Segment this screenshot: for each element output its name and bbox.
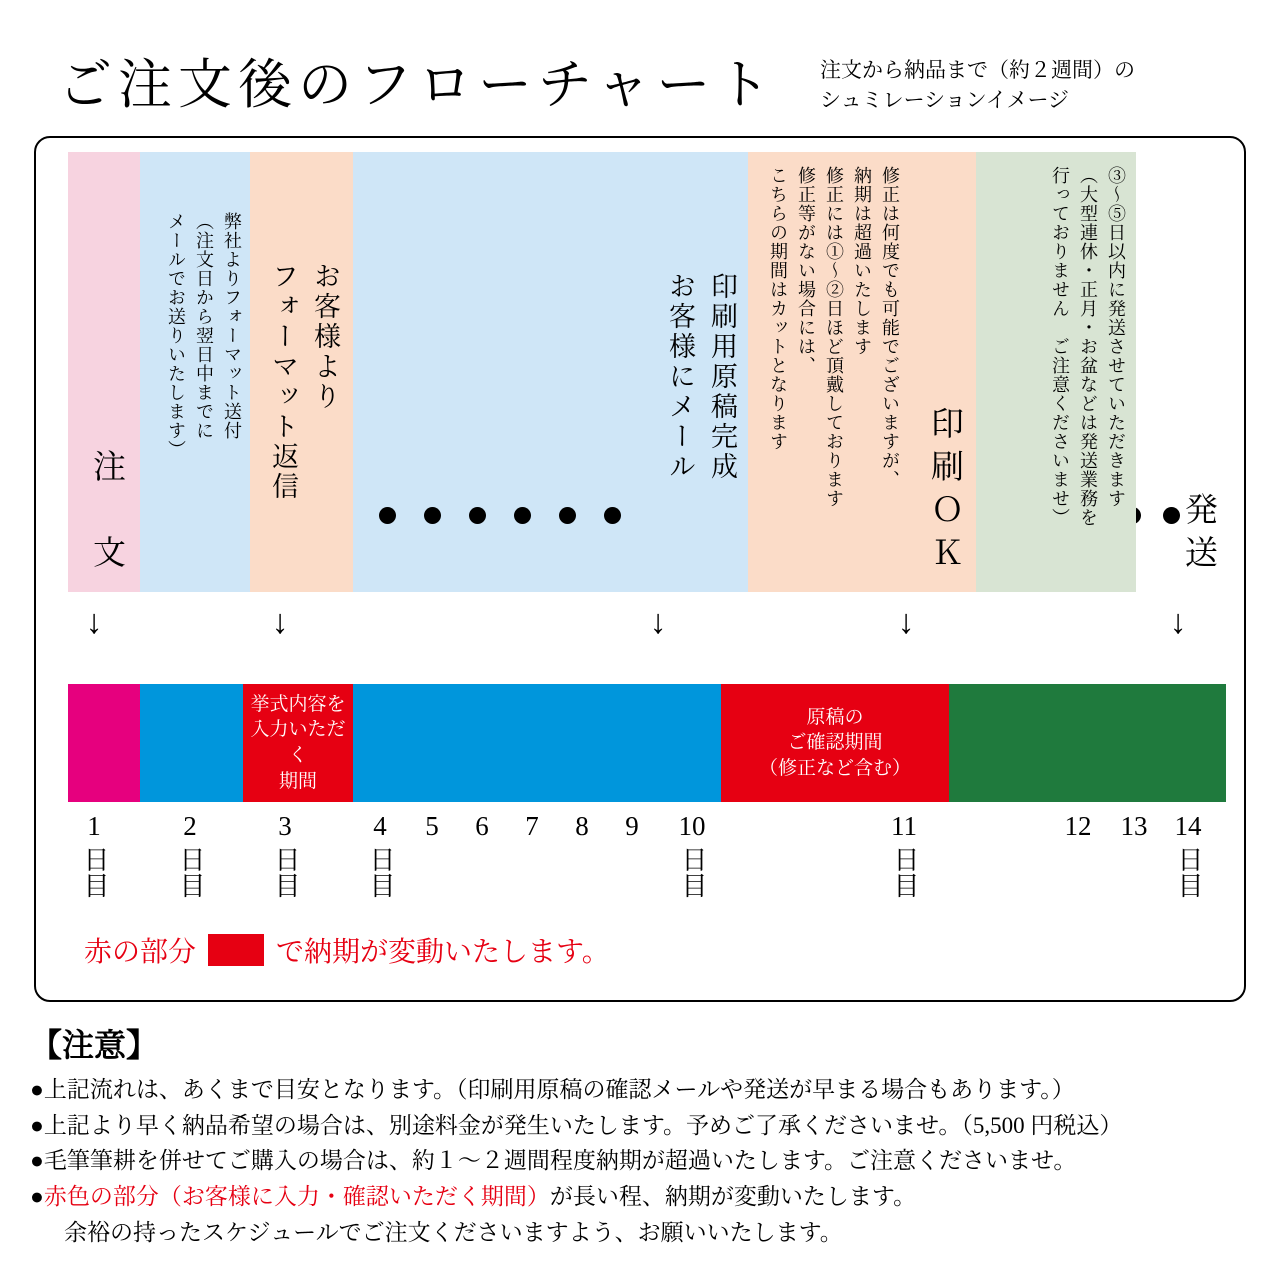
day-number: 3 (278, 811, 292, 841)
day-label-12 (1065, 812, 1092, 842)
red-legend-prefix: 赤の部分 (84, 937, 197, 968)
arrow-down-icon-1: ↓ (85, 604, 103, 641)
notice-bullet: ● (30, 1183, 44, 1209)
timeline-segment-check-line2: ご確認期間 (787, 732, 883, 754)
day-label-5 (425, 812, 439, 842)
stage-correction (748, 152, 908, 592)
notice-line-2: ●上記より早く納品希望の場合は、別途料金が発生いたします。予めご了承くださいませ。（5,500 円税込） (30, 1112, 1123, 1138)
day-number: 13 (1120, 811, 1148, 841)
stage-format-sent-note-2: （注文日から翌日中までに (194, 212, 214, 440)
stage-draft-mail-label-2: お客様にメール (665, 272, 695, 482)
day-number: 2 (183, 811, 197, 841)
timeline-segment-input-line1: 挙式内容を (250, 693, 346, 715)
day-unit: 日目 (80, 845, 109, 898)
stage-correction-note-5: こちらの期間はカットとなります (768, 166, 788, 451)
page-header (0, 0, 1280, 130)
dot-icon (514, 507, 531, 524)
day-unit: 日目 (1174, 845, 1203, 898)
stage-shipping-note-2: （大型連休・正月・お盆などは発送業務を (1078, 166, 1098, 527)
timeline-segment-check-line3: （修正など含む） (758, 757, 911, 779)
arrow-down-icon-4: ↓ (897, 604, 915, 641)
day-label-7 (525, 812, 539, 842)
red-color-swatch (208, 934, 264, 966)
timeline-segment-input (243, 684, 353, 802)
stage-correction-note-3: 修正には①～②日ほど頂戴しております (824, 166, 844, 508)
dispatch-dots (1136, 507, 1180, 524)
day-number: 8 (575, 811, 589, 841)
stage-shipping-note (976, 152, 1136, 592)
stage-format-return-label-2: フォーマット返信 (268, 262, 298, 502)
timeline-segment-input-line3: 期間 (278, 770, 317, 792)
day-number: 5 (425, 811, 439, 841)
page-subtitle (820, 55, 1135, 116)
stage-order-label: 注 文 (88, 449, 124, 578)
timeline-segment-ship (949, 684, 1226, 802)
notice-line-5: 余裕の持ったスケジュールでご注文くださいますよう、お願いいたします。 (64, 1219, 843, 1245)
red-legend-suffix: で納期が変動いたします。 (276, 937, 610, 968)
day-unit: 日目 (890, 845, 919, 898)
stage-dispatch-label: 発送 (1180, 492, 1216, 578)
timeline-segment-order (68, 684, 140, 802)
timeline-segment-production (353, 684, 721, 802)
day-unit: 日目 (366, 845, 395, 898)
timeline-segment-check-line1: 原稿の (806, 706, 864, 728)
notice-line-4-red: 赤色の部分（お客様に入力・確認いただく期間） (43, 1183, 550, 1209)
stage-waiting (353, 152, 643, 592)
day-labels (68, 812, 1226, 924)
dot-icon (424, 507, 441, 524)
day-number: 14 (1174, 811, 1202, 841)
arrow-row (68, 600, 1226, 662)
day-label-10 (679, 812, 706, 898)
day-number: 1 (87, 811, 101, 841)
stage-correction-note-1: 修正は何度でも可能でございますが、 (880, 166, 900, 489)
stage-format-sent-note-3: メールでお送りいたします） (166, 212, 186, 459)
notice-line-3: ●毛筆筆耕を併せてご購入の場合は、約１～２週間程度納期が超過いたします。ご注意くださいませ。 (30, 1148, 1077, 1174)
stage-columns (68, 152, 1226, 592)
timeline-bar (68, 684, 1226, 802)
day-label-2 (177, 812, 203, 898)
day-number: 7 (525, 811, 539, 841)
stage-format-return-label-1: お客様より (310, 262, 340, 412)
stage-format-sent (140, 152, 250, 592)
stage-correction-note-4: 修正等がない場合には、 (796, 166, 816, 375)
day-label-9 (625, 812, 639, 842)
page-subtitle-line2: シュミレーションイメージ (820, 88, 1070, 113)
timeline-segment-wait1 (140, 684, 243, 802)
day-label-1 (81, 812, 107, 898)
day-label-6 (475, 812, 489, 842)
dot-icon (1136, 507, 1141, 524)
stage-shipping-note-3: 行っておりません ご注意くださいませ） (1050, 166, 1070, 527)
dot-icon (469, 507, 486, 524)
day-label-3 (272, 812, 298, 898)
notice-line-1: ●上記流れは、あくまで目安となります。（印刷用原稿の確認メールや発送が早まる場合もあります。） (30, 1077, 1075, 1102)
day-unit: 日目 (678, 845, 707, 898)
stage-order (68, 152, 140, 592)
day-number: 9 (625, 811, 639, 841)
notice-section (30, 1020, 1260, 1250)
stage-print-ok (908, 152, 976, 592)
arrow-down-icon-3: ↓ (649, 604, 667, 641)
dot-icon (559, 507, 576, 524)
day-label-14 (1175, 812, 1202, 898)
day-number: 12 (1064, 811, 1092, 841)
notice-line-4 (30, 1179, 1260, 1215)
stage-format-return (250, 152, 353, 592)
timeline-segment-check (721, 684, 949, 802)
day-unit: 日目 (176, 845, 205, 898)
notice-title: 【注意】 (30, 1027, 159, 1063)
page-title: ご注文後のフローチャート (58, 55, 777, 115)
stage-dispatch (1136, 152, 1226, 592)
waiting-dots (379, 507, 621, 524)
page-subtitle-line1: 注文から納品まで（約２週間）の (820, 58, 1135, 82)
day-number: 4 (373, 811, 387, 841)
stage-correction-note-2: 納期は超過いたします (852, 166, 872, 356)
notice-line-4-rest: が長い程、納期が変動いたします。 (549, 1183, 917, 1209)
stage-print-ok-label: 印刷ＯＫ (926, 406, 962, 578)
red-legend (84, 930, 610, 970)
arrow-down-icon-5: ↓ (1169, 604, 1187, 641)
arrow-down-icon-2: ↓ (271, 604, 289, 641)
day-unit: 日目 (271, 845, 300, 898)
day-number: 6 (475, 811, 489, 841)
stage-shipping-note-1: ③～⑤日以内に発送させていただきます (1106, 166, 1126, 508)
day-number: 10 (678, 811, 706, 841)
dot-icon (379, 507, 396, 524)
day-label-4 (367, 812, 393, 898)
day-number: 11 (891, 811, 917, 841)
day-label-11 (891, 812, 917, 898)
stage-draft-mail-label-1: 印刷用原稿完成 (707, 272, 737, 482)
day-label-8 (575, 812, 589, 842)
timeline-segment-input-line2: 入力いただく (250, 719, 346, 766)
stage-draft-mail (643, 152, 748, 592)
dot-icon (604, 507, 621, 524)
stage-format-sent-note-1: 弊社よりフォーマット送付 (222, 212, 242, 440)
day-label-13 (1121, 812, 1148, 842)
